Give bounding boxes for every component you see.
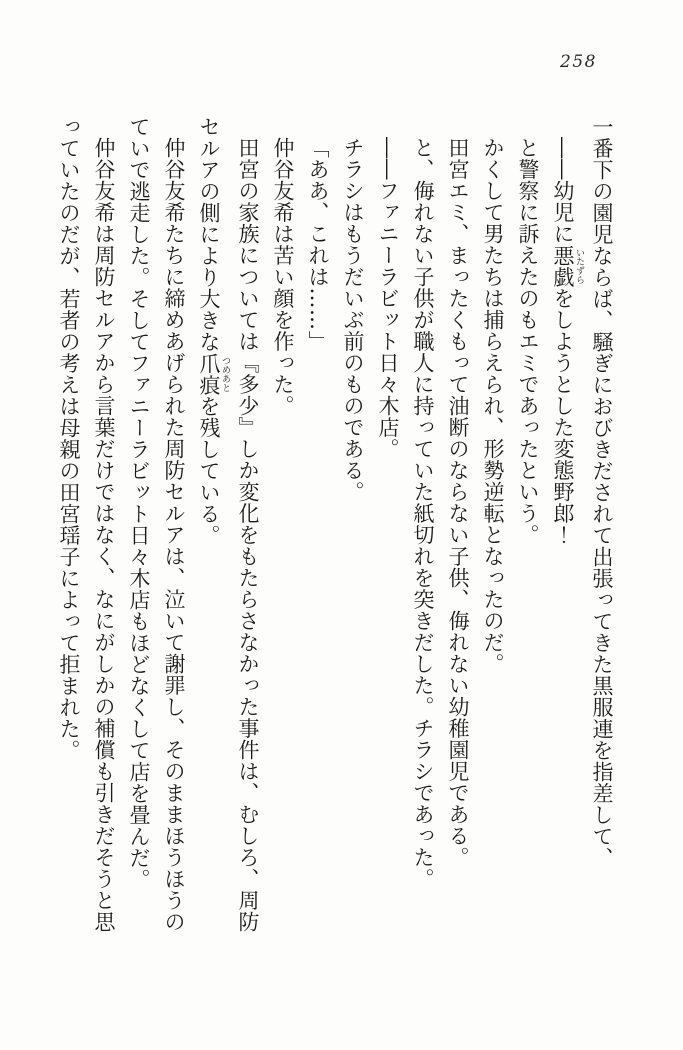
page-text [51, 116, 619, 938]
text-line: ――ファニーラビット日々木店。 [376, 137, 400, 460]
text-line: と警察に訴えたのもエミであったという。 [516, 137, 540, 546]
ruby-annotated-word: 爪痕 つめあと [197, 352, 230, 396]
text-line: セルアの側により大きな爪痕 つめあとを残している。 [197, 116, 230, 546]
text-line: 仲谷友希たちに締めあげられた周防セルアは、泣いて謝罪し、そのままほうほうの [162, 137, 186, 933]
text-line: 仲谷友希は苦い顔を作った。 [271, 137, 295, 417]
text-line: 一番下の園児ならば、騒ぎにおびきだされて出張ってきた黒服連を指差して、 [590, 116, 614, 869]
ruby-annotated-word: 悪戯 いたずら [551, 244, 584, 288]
text-line: 田宮の家族については『多少』しか変化をもたらさなかった事件は、むしろ、周防 [236, 137, 260, 933]
text-line: チラシはもうだいぶ前のものである。 [341, 137, 365, 503]
text-line: ――幼児に悪戯 いたずらをしようとした変態野郎！ [551, 137, 584, 546]
text-line: 田宮エミ、まったくもって油断のならない子供、侮れない幼稚園児である。 [446, 137, 470, 868]
text-line: かくして男たちは捕らえられ、形勢逆転となったのだ。 [481, 137, 505, 675]
text-line: 「ああ、これは……」 [306, 137, 330, 352]
text-line: ていで逃走した。そしてファニーラビット日々木店もほどなくして店を畳んだ。 [127, 116, 151, 890]
text-line: っていたのだが、若者の考えは母親の田宮瑶子によって拒まれた。 [57, 116, 81, 761]
text-line: と、侮れない子供が職人に持っていた紙切れを突きだした。チラシであった。 [411, 137, 435, 890]
page-number: 258 [560, 52, 597, 72]
text-line: 仲谷友希は周防セルアから言葉だけではなく、なにがしかの補償も引きだそうと思 [92, 137, 116, 933]
